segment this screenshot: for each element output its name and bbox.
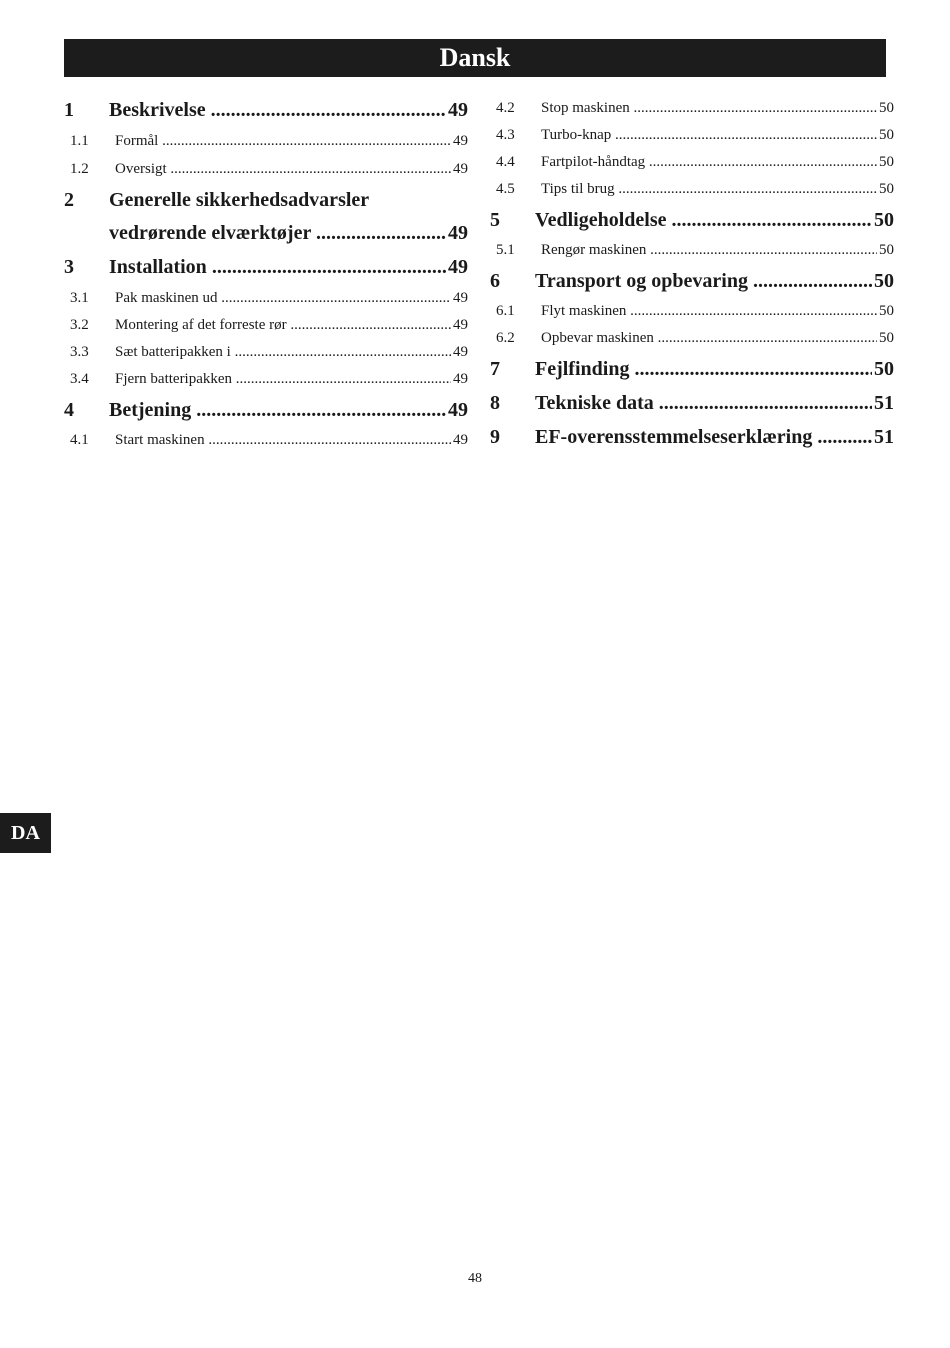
toc-entry-1[interactable] (64, 99, 468, 122)
toc-entry-label: Vedligeholdelse ..... (535, 209, 872, 232)
toc-entry-number: 4.1 (70, 432, 89, 448)
toc-entry-number: 3 (64, 256, 74, 278)
language-tab (0, 813, 51, 853)
toc-entry-number: 4.3 (496, 127, 515, 143)
toc-entry-label: Fartpilot-håndtag ..... (541, 154, 877, 171)
toc-entry-page: 51 (874, 392, 894, 414)
toc-entry-label: Tips til brug ..... (541, 181, 877, 198)
language-tab-label: DA (11, 821, 40, 844)
toc-entry-label: Flyt maskinen ..... (541, 303, 877, 320)
toc-entry-4-3[interactable] (490, 127, 894, 144)
toc-entry-number: 4.2 (496, 100, 515, 116)
toc-entry-label: Start maskinen ..... (115, 432, 451, 449)
toc-entry-number: 4.5 (496, 181, 515, 197)
toc-entry-page: 51 (874, 426, 894, 448)
toc-entry-6-2[interactable] (490, 330, 894, 347)
toc-entry-label: Formål ..... (115, 133, 451, 150)
toc-entry-label: Sæt batteripakken i ..... (115, 344, 451, 361)
toc-entry-page: 49 (453, 161, 468, 177)
toc-entry-8[interactable] (490, 392, 894, 415)
toc-entry-5[interactable] (490, 209, 894, 232)
toc-entry-page: 49 (453, 371, 468, 387)
toc-entry-label: Turbo-knap ..... (541, 127, 877, 144)
toc-entry-label: Installation ..... (109, 256, 446, 279)
toc-entry-page: 49 (453, 432, 468, 448)
toc-entry-label: Oversigt ..... (115, 161, 451, 178)
toc-entry-number: 5.1 (496, 242, 515, 258)
toc-entry-number: 1.2 (70, 161, 89, 177)
toc-entry-number: 3.3 (70, 344, 89, 360)
toc-entry-4-5[interactable] (490, 181, 894, 198)
page-number: 48 (468, 1271, 482, 1286)
toc-entry-label: Fjern batteripakken ..... (115, 371, 451, 388)
toc-entry-number: 2 (64, 189, 74, 211)
toc-entry-number: 6.1 (496, 303, 515, 319)
toc-entry-6[interactable] (490, 270, 894, 293)
toc-entry-2[interactable] (64, 189, 468, 212)
toc-entry-number: 9 (490, 426, 500, 448)
toc-entry-number: 1.1 (70, 133, 89, 149)
toc-entry-number: 3.1 (70, 290, 89, 306)
toc-entry-label: Stop maskinen ..... (541, 100, 877, 117)
toc-entry-label: Generelle sikkerhedsadvarsler (109, 189, 370, 211)
toc-entry-7[interactable] (490, 358, 894, 381)
toc-entry-label: Beskrivelse ..... (109, 99, 446, 122)
toc-entry-label: Pak maskinen ud ..... (115, 290, 451, 307)
toc-entry-3-2[interactable] (64, 317, 468, 334)
toc-entry-label: EF-overensstemmelseserklæring ..... (535, 426, 872, 449)
toc-entry-label: Fejlfinding ..... (535, 358, 872, 381)
toc-entry-page: 50 (879, 154, 894, 170)
page-title (64, 39, 886, 77)
toc-entry-page: 49 (448, 222, 468, 244)
toc-entry-page: 50 (879, 330, 894, 346)
toc-entry-page: 49 (453, 317, 468, 333)
toc-entry-page: 50 (879, 181, 894, 197)
toc-entry-2-continued[interactable] (64, 222, 468, 245)
toc-entry-1-2[interactable] (64, 161, 468, 178)
toc-entry-page: 49 (448, 256, 468, 278)
toc-entry-label: Rengør maskinen ..... (541, 242, 877, 259)
toc-entry-page: 50 (874, 358, 894, 380)
toc-entry-page: 50 (879, 127, 894, 143)
toc-entry-page: 50 (879, 242, 894, 258)
toc-entry-number: 4.4 (496, 154, 515, 170)
toc-entry-4-1[interactable] (64, 432, 468, 449)
toc-entry-label: Opbevar maskinen ..... (541, 330, 877, 347)
toc-entry-3[interactable] (64, 256, 468, 279)
toc-entry-number: 3.4 (70, 371, 89, 387)
toc-entry-label: Transport og opbevaring ..... (535, 270, 872, 293)
toc-entry-4-2[interactable] (490, 100, 894, 117)
page-title-text: Dansk (439, 43, 511, 72)
toc-entry-number: 8 (490, 392, 500, 414)
toc-entry-number: 7 (490, 358, 500, 380)
toc-entry-page: 49 (453, 344, 468, 360)
toc-entry-page: 49 (448, 399, 468, 421)
toc-entry-page: 49 (453, 133, 468, 149)
toc-entry-1-1[interactable] (64, 133, 468, 150)
toc-entry-3-4[interactable] (64, 371, 468, 388)
toc-entry-9[interactable] (490, 426, 894, 449)
toc-entry-label: Betjening ..... (109, 399, 446, 422)
toc-entry-page: 49 (448, 99, 468, 121)
toc-entry-6-1[interactable] (490, 303, 894, 320)
toc-entry-page: 49 (453, 290, 468, 306)
toc-entry-4[interactable] (64, 399, 468, 422)
toc-entry-page: 50 (874, 270, 894, 292)
toc-entry-label: vedrørende elværktøjer ..... (109, 222, 446, 245)
toc-entry-number: 6 (490, 270, 500, 292)
toc-entry-3-1[interactable] (64, 290, 468, 307)
toc-entry-5-1[interactable] (490, 242, 894, 259)
toc-entry-page: 50 (879, 100, 894, 116)
toc-entry-number: 6.2 (496, 330, 515, 346)
toc-entry-number: 1 (64, 99, 74, 121)
toc-entry-label: Tekniske data ..... (535, 392, 872, 415)
toc-entry-number: 4 (64, 399, 74, 421)
toc-entry-number: 5 (490, 209, 500, 231)
toc-entry-4-4[interactable] (490, 154, 894, 171)
toc-entry-label: Montering af det forreste rør ..... (115, 317, 451, 334)
toc-entry-3-3[interactable] (64, 344, 468, 361)
toc-entry-page: 50 (879, 303, 894, 319)
toc-entry-number: 3.2 (70, 317, 89, 333)
toc-entry-page: 50 (874, 209, 894, 231)
